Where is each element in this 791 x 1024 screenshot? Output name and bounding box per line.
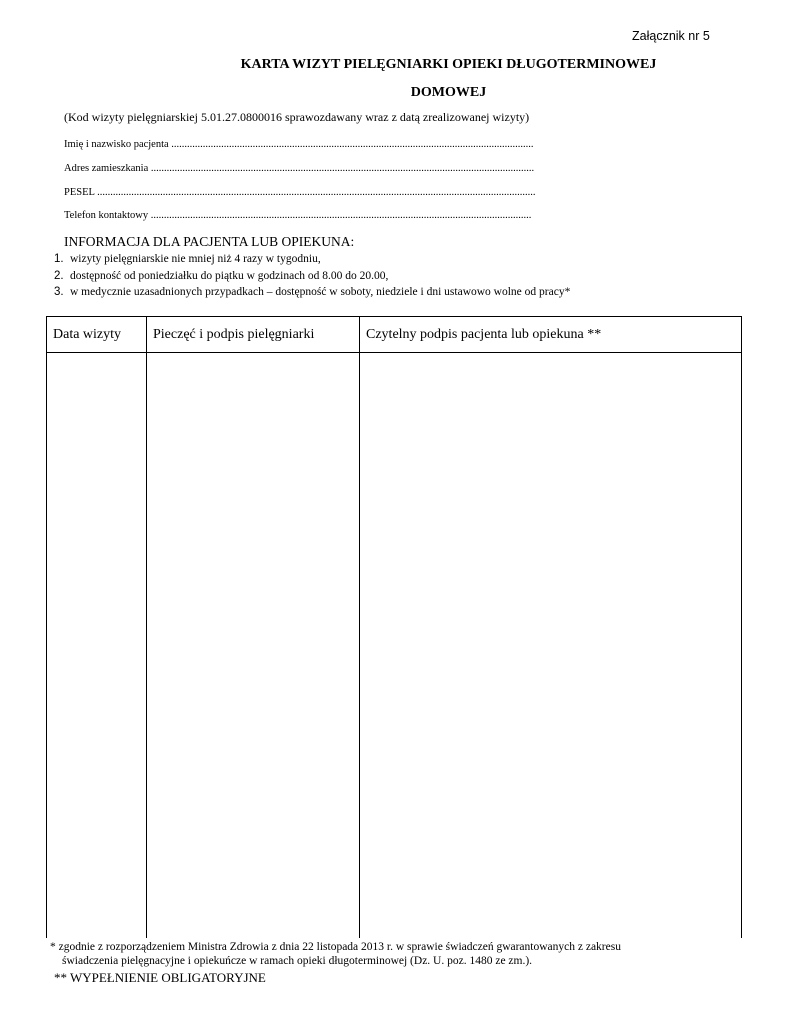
info-list-item	[54, 270, 388, 282]
info-list-item	[54, 253, 321, 265]
visit-code-note: (Kod wizyty pielęgniarskiej 5.01.27.0800016 sprawozdawany wraz z datą zrealizowanej wizyty)	[64, 110, 530, 124]
list-text: dostępność od poniedziałku do piątku w godzinach od 8.00 do 20.00,	[70, 270, 389, 282]
list-text: w medycznie uzasadnionych przypadkach – dostępność w soboty, niedziele i dni ustawowo wolne od pracy*	[70, 286, 571, 298]
visits-table	[46, 316, 742, 938]
header-visit-date: Data wizyty	[47, 317, 147, 353]
table-header-row	[47, 317, 742, 353]
list-text: wizyty pielęgniarskie nie mniej niż 4 razy w tygodniu,	[70, 253, 321, 265]
table-row	[47, 353, 742, 939]
document-title: KARTA WIZYT PIELĘGNIARKI OPIEKI DŁUGOTERMINOWEJ	[240, 57, 657, 72]
header-patient-signature: Czytelny podpis pacjenta lub opiekuna **	[360, 317, 742, 353]
footnote-2: ** WYPEŁNIENIE OBLIGATORYJNE	[54, 970, 266, 985]
nurse-signature-cell[interactable]	[147, 353, 360, 939]
list-number: 1.	[54, 253, 64, 265]
address-field: Adres zamieszkania ..................................................................................................................................................	[64, 163, 535, 174]
document-title-line2: DOMOWEJ	[410, 85, 487, 100]
list-number: 3.	[54, 286, 64, 298]
footnote-1-continued: świadczenia pielęgnacyjne i opiekuńcze w ramach opieki długoterminowej (Dz. U. poz. 1480 ze zm.).	[62, 955, 533, 967]
visit-date-cell[interactable]	[47, 353, 147, 939]
info-list-item	[54, 286, 570, 298]
footnote-1: * zgodnie z rozporządzeniem Ministra Zdrowia z dnia 22 listopada 2013 r. w sprawie świadczeń gwarantowanych z zakresu	[50, 941, 621, 953]
annex-label: Załącznik nr 5	[632, 29, 710, 43]
phone-field: Telefon kontaktowy .................................................................................................................................................	[64, 210, 532, 221]
list-number: 2.	[54, 270, 64, 282]
header-nurse-signature: Pieczęć i podpis pielęgniarki	[147, 317, 360, 353]
pesel-field: PESEL .......................................................................................................................................................................	[64, 187, 536, 198]
info-heading: INFORMACJA DLA PACJENTA LUB OPIEKUNA:	[64, 234, 355, 249]
patient-name-field: Imię i nazwisko pacjenta ..........................................................................................................................................	[64, 139, 534, 150]
patient-signature-cell[interactable]	[360, 353, 742, 939]
